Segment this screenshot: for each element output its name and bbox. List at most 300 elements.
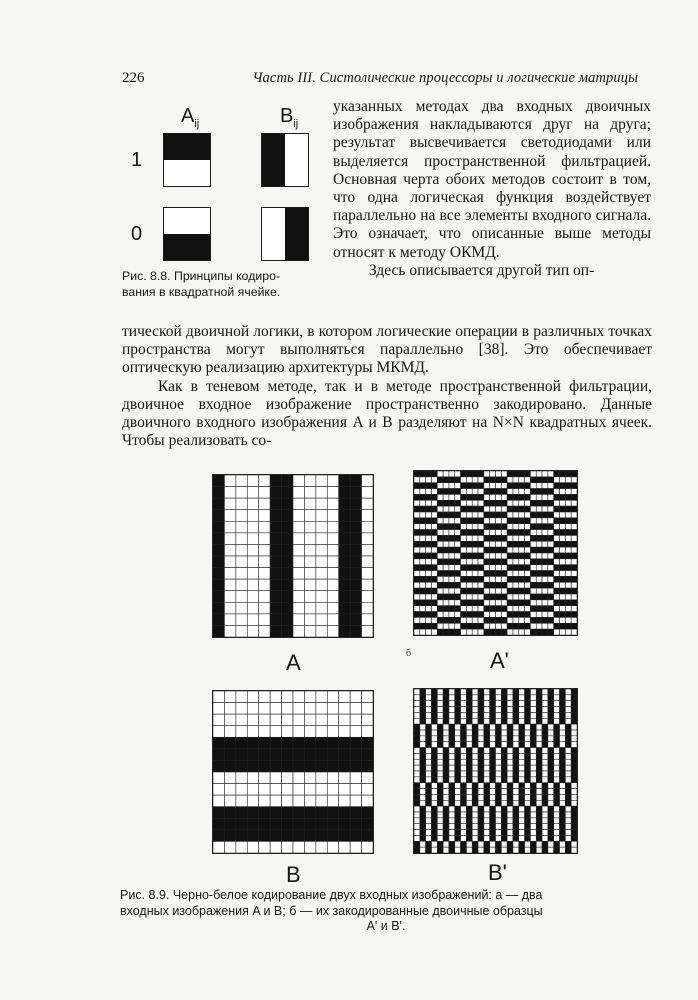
grid-cell [542,830,548,836]
grid-cell [431,524,437,530]
grid-cell [455,623,461,629]
grid-cell [571,824,577,830]
grid-cell [548,541,554,547]
grid-cell [455,841,461,847]
grid-cell [478,783,484,789]
grid-cell [478,588,484,594]
grid-cell [507,806,513,812]
grid-cell [414,489,420,495]
grid-cell [443,800,449,806]
grid-cell [420,789,426,795]
grid-cell [461,547,467,553]
grid-cell [490,841,496,847]
grid-cell [560,483,566,489]
grid-cell [542,765,548,771]
grid-cell [420,477,426,483]
grid-cell [304,760,315,772]
grid-cell [501,689,507,695]
grid-cell [530,506,536,512]
grid-cell [431,847,437,853]
grid-cell [507,841,513,847]
grid-cell [478,535,484,541]
grid-cell [224,737,235,749]
grid-cell [484,512,490,518]
grid-cell [472,835,478,841]
grid-cell [496,612,502,618]
grid-cell [449,629,455,635]
grid-cell [548,565,554,571]
grid-cell [513,753,519,759]
grid-cell [282,760,293,772]
grid-cell [548,559,554,565]
grid-cell [525,818,531,824]
grid-cell [496,812,502,818]
grid-cell [501,506,507,512]
grid-cell [565,530,571,536]
grid-cell [478,818,484,824]
grid-cell [542,800,548,806]
grid-cell [455,835,461,841]
grid-cell [530,718,536,724]
grid-cell [525,789,531,795]
paragraph-3: Как в теневом методе, так и в методе пространственной фильтрации, двоичное входное изображение пространственно закодировано. Данные двоичного входного изображения A и B разделяют на N×N квадратных ячеек. Чтобы реализовать со- [122,377,652,450]
grid-cell [490,471,496,477]
grid-cell [560,588,566,594]
grid-cell [420,835,426,841]
grid-cell [431,494,437,500]
grid-cell [420,518,426,524]
grid-cell [478,695,484,701]
grid-cell [293,475,304,487]
grid-cell [449,600,455,606]
grid-cell [501,771,507,777]
grid-cell [466,771,472,777]
grid-cell [478,824,484,830]
grid-cell [565,724,571,730]
grid-cell [490,489,496,495]
grid-cell [542,565,548,571]
grid-cell [490,695,496,701]
grid-cell [431,730,437,736]
grid-cell [525,771,531,777]
grid-cell [449,736,455,742]
grid-cell [466,800,472,806]
grid-cell [525,759,531,765]
grid-cell [490,506,496,512]
grid-cell [542,489,548,495]
grid-cell [466,524,472,530]
grid-cell [560,571,566,577]
grid-cell [565,759,571,765]
grid-cell [507,489,513,495]
grid-cell [224,544,235,556]
grid-cell [496,617,502,623]
grid-cell [437,535,443,541]
grid-cell [466,559,472,565]
grid-cell [513,748,519,754]
grid-cell [449,742,455,748]
grid-cell [507,712,513,718]
grid-cell [525,518,531,524]
grid-cell [293,737,304,749]
grid-cell [478,806,484,812]
grid-cell [426,571,432,577]
grid-cell [560,617,566,623]
grid-cell [270,579,281,591]
grid-cell [437,623,443,629]
grid-cell [350,487,361,499]
grid-cell [426,835,432,841]
grid-cell [437,559,443,565]
grid-cell [449,841,455,847]
grid-cell [350,510,361,522]
grid-cell [472,623,478,629]
grid-cell [542,748,548,754]
grid-cell [461,553,467,559]
grid-cell [507,553,513,559]
grid-cell [443,806,449,812]
grid-cell [519,524,525,530]
grid-cell [420,783,426,789]
grid-cell [542,506,548,512]
grid-cell [455,806,461,812]
grid-cell [420,535,426,541]
grid-cell [472,783,478,789]
grid-cell [472,483,478,489]
grid-cell [501,742,507,748]
grid-cell [414,712,420,718]
grid-cell [519,600,525,606]
grid-cell [437,471,443,477]
grid-cell [513,712,519,718]
grid-cell [525,594,531,600]
grid-cell [490,794,496,800]
grid-cell [362,602,373,614]
grid-cell [362,726,373,738]
grid-cell [536,765,542,771]
grid-cell [414,629,420,635]
grid-cell [472,494,478,500]
grid-cell [513,812,519,818]
grid-cell [472,736,478,742]
grid-cell [461,565,467,571]
grid-cell [490,789,496,795]
grid-cell [455,617,461,623]
grid-cell [304,544,315,556]
grid-cell [443,489,449,495]
grid-cell [259,614,270,626]
grid-cell [247,737,258,749]
grid-cell [560,506,566,512]
grid-cell [525,629,531,635]
grid-cell [490,617,496,623]
grid-cell [316,772,327,784]
grid-cell [316,841,327,853]
grid-cell [542,841,548,847]
grid-cell [565,629,571,635]
grid-cell [571,576,577,582]
grid-cell [431,806,437,812]
grid-cell [431,765,437,771]
grid-cell [247,749,258,761]
grid-cell [501,718,507,724]
grid-cell [426,765,432,771]
grid-cell [513,835,519,841]
grid-cell [571,524,577,530]
grid-cell [560,724,566,730]
grid-cell [571,748,577,754]
grid-cell [490,835,496,841]
grid-cell [443,794,449,800]
grid-cell [513,841,519,847]
grid-cell [478,759,484,765]
grid-cell [560,594,566,600]
grid-cell [513,600,519,606]
grid-cell [350,475,361,487]
grid-cell [525,571,531,577]
grid-cell [466,506,472,512]
grid-cell [548,847,554,853]
grid-cell [443,847,449,853]
grid-cell [339,703,350,715]
grid-cell [484,812,490,818]
grid-cell [536,841,542,847]
grid-cell [560,541,566,547]
grid-cell [530,471,536,477]
grid-cell [478,494,484,500]
grid-cell [554,824,560,830]
grid-cell [536,748,542,754]
grid-cell [554,777,560,783]
grid-cell [443,512,449,518]
grid-cell [519,818,525,824]
grid-cell [571,489,577,495]
grid-cell [519,617,525,623]
grid-cell [496,742,502,748]
cell-b0 [261,207,309,261]
grid-cell [571,623,577,629]
grid-cell [513,847,519,853]
grid-cell [455,600,461,606]
grid-cell [282,818,293,830]
grid-cell [339,714,350,726]
grid-cell [224,784,235,796]
grid-cell [565,712,571,718]
grid-cell [466,629,472,635]
grid-cell [571,571,577,577]
grid-cell [519,742,525,748]
grid-cell [431,588,437,594]
grid-cell [490,759,496,765]
grid-cell [542,541,548,547]
grid-cell [437,477,443,483]
grid-cell [560,512,566,518]
grid-cell [490,565,496,571]
grid-cell [501,500,507,506]
grid-cell [565,765,571,771]
grid-cell [484,830,490,836]
grid-cell [536,489,542,495]
grid-cell [420,730,426,736]
grid-cell [571,512,577,518]
grid-cell [519,535,525,541]
grid-cell [536,612,542,618]
grid-cell [414,483,420,489]
grid-cell [443,582,449,588]
grid-cell [461,783,467,789]
grid-cell [449,565,455,571]
grid-cell [461,623,467,629]
grid-cell [443,818,449,824]
grid-cell [431,571,437,577]
grid-cell [548,612,554,618]
grid-cell [350,714,361,726]
grid-cell [449,576,455,582]
grid-cell [455,494,461,500]
grid-cell [426,736,432,742]
grid-cell [449,483,455,489]
grid-cell [560,629,566,635]
grid-cell [507,824,513,830]
grid-cell [426,806,432,812]
grid-cell [536,835,542,841]
grid-cell [437,594,443,600]
grid-cell [420,594,426,600]
grid-cell [327,591,338,603]
grid-cell [420,524,426,530]
grid-cell [420,724,426,730]
grid-cell [513,701,519,707]
grid-cell [304,772,315,784]
grid-cell [414,553,420,559]
grid-cell [472,847,478,853]
grid-cell [420,800,426,806]
grid-cell [484,789,490,795]
grid-cell [461,489,467,495]
grid-cell [478,841,484,847]
grid-cell [449,471,455,477]
grid-cell [519,830,525,836]
grid-cell [466,576,472,582]
grid-cell [224,614,235,626]
grid-cell [571,612,577,618]
running-title: Часть III. Систолические процессоры и логические матрицы [252,70,638,86]
grid-cell [554,535,560,541]
grid-cell [519,789,525,795]
grid-cell [519,483,525,489]
grid-cell [496,547,502,553]
grid-cell [466,736,472,742]
grid-cell [466,841,472,847]
grid-cell [443,783,449,789]
grid-cell [571,559,577,565]
grid-cell [519,506,525,512]
grid-cell [449,535,455,541]
grid-cell [339,487,350,499]
grid-cell [536,712,542,718]
grid-cell [414,588,420,594]
grid-cell [282,614,293,626]
grid-cell [536,535,542,541]
grid-cell [484,765,490,771]
grid-cell [548,512,554,518]
grid-cell [327,726,338,738]
grid-cell [496,707,502,713]
grid-cell [542,712,548,718]
grid-cell [554,500,560,506]
grid-cell [530,818,536,824]
grid-cell [478,489,484,495]
grid-cell [484,606,490,612]
grid-cell [565,730,571,736]
grid-cell [536,818,542,824]
grid-cell [437,588,443,594]
grid-cell [437,753,443,759]
image-a-prime-grid [413,470,578,636]
grid-cell [571,806,577,812]
grid-cell [431,841,437,847]
grid-cell [519,707,525,713]
grid-cell [554,765,560,771]
grid-cell [247,510,258,522]
grid-cell [426,724,432,730]
grid-cell [247,703,258,715]
grid-cell [525,553,531,559]
grid-cell [490,559,496,565]
grid-cell [455,547,461,553]
grid-cell [414,471,420,477]
grid-cell [542,553,548,559]
grid-cell [501,712,507,718]
grid-cell [565,812,571,818]
grid-cell [496,695,502,701]
grid-cell [259,691,270,703]
grid-cell [327,703,338,715]
grid-cell [542,571,548,577]
grid-cell [560,547,566,553]
grid-cell [513,736,519,742]
grid-cell [513,582,519,588]
grid-cell [466,617,472,623]
grid-cell [449,571,455,577]
grid-cell [443,612,449,618]
grid-cell [484,736,490,742]
grid-cell [426,695,432,701]
grid-cell [565,547,571,553]
grid-cell [449,477,455,483]
grid-cell [455,818,461,824]
grid-cell [461,594,467,600]
grid-cell [565,800,571,806]
grid-cell [490,512,496,518]
grid-cell [426,506,432,512]
grid-cell [484,594,490,600]
grid-cell [213,737,224,749]
grid-cell [484,483,490,489]
grid-cell [513,530,519,536]
grid-cell [213,533,224,545]
grid-cell [519,777,525,783]
grid-cell [530,594,536,600]
grid-cell [554,771,560,777]
grid-cell [565,617,571,623]
grid-cell [507,730,513,736]
grid-cell [270,568,281,580]
grid-cell [431,518,437,524]
grid-cell [484,571,490,577]
grid-cell [542,477,548,483]
grid-cell [496,841,502,847]
